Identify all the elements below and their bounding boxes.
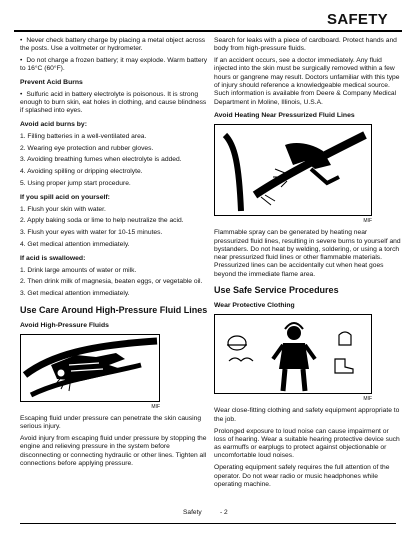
acid-burns-heading: Prevent Acid Burns [20,78,83,86]
high-pressure-fluid-illustration [20,334,160,402]
hand-hose-icon [21,335,161,403]
figure-label: MIF [363,396,372,403]
accident-text: If an accident occurs, see a doctor immediately. Any fluid injected into the skin must be surgically removed within a few hours or gangrene may result. Doctors unfamiliar with this type of injury should reference a knowledgeable medical source. Such information is available from Deere & Company Medical Department in Moline, Illinois, U.S.A. [214,57,400,106]
footer-section: Safety [183,509,202,516]
torch-hose-icon [215,125,373,217]
close-fitting-text: Wear close-fitting clothing and safety equipment appropriate to the job. [214,407,400,423]
attention-text: Operating equipment safely requires the full attention of the operator. Do not wear radio or music headphones while operating machine. [214,464,390,488]
figure-label: MIF [151,403,160,410]
avoid-burns-heading: Avoid acid burns by: [20,120,87,128]
escaping-fluid-text: Escaping fluid under pressure can penetrate the skin causing serious injury. [20,414,202,431]
high-pressure-subheading: Avoid High-Pressure Fluids [20,321,109,329]
heating-heading: Avoid Heating Near Pressurized Fluid Lines [214,111,355,119]
safe-service-heading: Use Safe Service Procedures [214,285,339,296]
figure-label: MIF [363,217,372,224]
list-item: 1. Drink large amounts of water or milk. [20,266,137,274]
list-item: 2. Then drink milk of magnesia, beaten eggs, or vegetable oil. [20,278,203,286]
list-item: 1. Flush your skin with water. [20,205,106,213]
footer-divider [20,523,396,524]
high-pressure-heading: Use Care Around High-Pressure Fluid Lines [20,304,208,315]
acid-burns-bullet: • Sulfuric acid in battery electrolyte is poisonous. It is strong enough to burn skin, eat holes in clothing, and cause blindness if splashed into eyes. [20,91,208,116]
avoid-injury-text: Avoid injury from escaping fluid under pressure by stopping the engine and relieving pressure in the system before disconnecting or connecting hydraulic or other lines. Tighten all connections before applying pressure. [20,435,207,467]
list-item: 3. Get medical attention immediately. [20,290,130,298]
page-title: SAFETY [327,11,388,28]
page-header [14,10,402,32]
battery-charge-bullet: • Never check battery charge by placing a metal object across the posts. Use a voltmeter or hydrometer. [20,37,208,54]
frozen-battery-bullet: • Do not charge a frozen battery; it may explode. Warm battery to 16°C (60°F). [20,57,208,74]
worker-protective-gear-icon [215,315,373,395]
loud-noise-text: Prolonged exposure to loud noise can cause impairment or loss of hearing. Wear a suitable hearing protective device such as earmuffs or earplugs to protect against objectionable or uncomfortable loud noises. [214,427,400,460]
spill-acid-heading: If you spill acid on yourself: [20,193,110,201]
list-item: 2. Wearing eye protection and rubber gloves. [20,144,154,152]
swallowed-acid-heading: If acid is swallowed: [20,254,86,262]
flammable-spray-text: Flammable spray can be generated by heating near pressurized fluid lines, resulting in severe burns to yourself and bystanders. Do not heat by welding, soldering, or using a torch near pressurized fluid lines or other flammable materials. Pressurized lines can be accidentally cut when heat goes beyond the immediate flame area. [214,229,401,278]
left-column [20,37,208,472]
list-item: 1. Filling batteries in a well-ventilated area. [20,132,147,140]
protective-clothing-illustration [214,314,372,394]
list-item: 4. Avoiding spilling or dripping electrolyte. [20,168,143,176]
protective-clothing-heading: Wear Protective Clothing [214,302,295,310]
list-item: 4. Get medical attention immediately. [20,241,130,249]
list-item: 2. Apply baking soda or lime to help neutralize the acid. [20,217,184,225]
list-item: 3. Avoiding breathing fumes when electrolyte is added. [20,156,182,164]
search-leaks-text: Search for leaks with a piece of cardboard. Protect hands and body from high-pressure fluids. [214,37,397,53]
right-column [214,37,402,493]
list-item: 3. Flush your eyes with water for 10-15 minutes. [20,229,163,237]
heating-illustration [214,124,372,216]
list-item: 5. Using proper jump start procedure. [20,180,131,188]
page-number: - 2 [220,509,228,516]
